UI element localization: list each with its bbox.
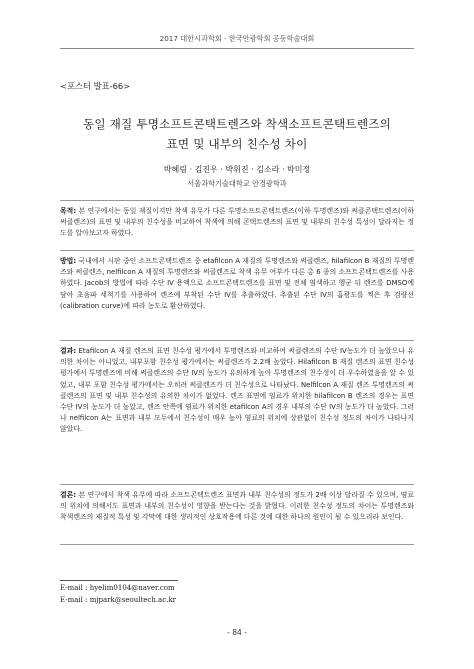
email-line: E-mail : hyelim0104@naver.com <box>60 584 175 592</box>
section-divider <box>60 484 414 485</box>
section-text: 국내에서 시판 중인 소프트콘택트렌즈 중 etafilcon A 재질의 투명렌즈와 써클렌즈, hilafilcon B 재질의 투명렌즈와 써클렌즈, nelfilcon A 재질의 투명렌즈와 써클렌즈로 착색 유무 여부가 다른 총 6 종의 소프트콘택트렌즈를 사용하였다. Jacob의 방법에 따라 수단 IV 용액으로 소프트콘택트렌즈를 표면 및 전체 염색하고 헹군 뒤 렌즈를 DMSO에 담아 초음파 세척기를 사용하여 렌즈에 부착된 수단 IV를 추출하였다. 추출된 수단 IV의 흡광도를 찍은 후 검량선(calibration curve)에 따라 농도로 환산하였다. <box>60 257 414 310</box>
section-divider <box>60 250 414 251</box>
footnote-divider <box>60 580 178 581</box>
affiliation: 서울과학기술대학교 안경광학과 <box>187 179 287 188</box>
author-list: 박혜림 · 김진우 · 박휘진 · 김소라 · 박미정 <box>163 165 311 174</box>
conference-header: 2017 대한시과학회 · 한국안광학회 공동학술대회 <box>159 34 315 43</box>
section-label: 결론: <box>60 491 77 499</box>
section-text: 본 연구에서 착색 유무에 따라 소프트콘택트렌즈 표면과 내부 친수성의 정도가 2배 이상 달라질 수 있으며, 염료의 위치에 의해서도 표면과 내부의 친수성이 영향을 받는다는 것을 밝혔다. 이러한 친수성 정도의 차이는 투명렌즈와 착색렌즈의 재질적 특성 및 각막에 대한 생리적인 상호작용에 다른 것에 대한 하나의 원인이 될 수 있으리라 보인다. <box>60 491 414 522</box>
poster-tag: <포스터 발표-66> <box>60 81 131 91</box>
section-conclusion <box>60 490 414 524</box>
section-results <box>60 346 414 436</box>
paper-title <box>60 114 414 154</box>
section-text: Etafilcon A 재질 렌즈의 표면 친수성 평가에서 투명렌즈와 비교하여 써클렌즈의 수단 IV농도가 더 높았으나 유의한 차이는 아니었고, 내부포함 친수성 평가에서는 써클렌즈가 2.2배 높았다. Hilafilcon B 재질 렌즈의 표면 친수성 평가에서 투명렌즈에 비해 써클렌즈의 수단 IV의 농도가 유의하게 높아 투명렌즈의 친수성이 더 우수하였음을 알 수 있었고, 내부 포함 친수성 평가에서는 오히려 써클렌즈가 더 친수성으로 나타났다. Nelfilcon A 재질 렌즈 투명렌즈의 써클렌즈의 표면 및 내부 친수성의 유의한 차이가 없었다. 렌즈 표면에 염료가 위치한 hilafilcon B 렌즈의 경우는 표면 수단 IV의 농도가 더 높았고, 렌즈 안쪽에 염료가 위치한 etafilcon A의 경우 내부의 수단 IV의 농도가 더 높았다. 그러나 nelfilcon A는 표면과 내부 모두에서 친수성이 매우 높아 염료의 위치에 상관없이 친수성 정도의 차이가 나타나지 않았다. <box>60 347 414 434</box>
section-label: 방법: <box>60 257 77 265</box>
section-label: 결과: <box>60 347 77 355</box>
header-divider <box>60 48 414 49</box>
section-text: 본 연구에서는 동일 재질이지만 착색 유무가 다른 투명소프트콘택트렌즈(이하 투명렌즈)와 써클콘택트렌즈(이하 써클렌즈)의 표면 및 내부의 친수성을 비교하여 착색에 의해 콘택트렌즈의 표면 및 내부의 친수성 특성이 달라지는 정도를 알아보고자 하였다. <box>60 207 414 238</box>
title-line-2: 표면 및 내부의 친수성 차이 <box>166 137 308 151</box>
section-divider <box>60 544 414 545</box>
section-method <box>60 256 414 312</box>
page-number: - 84 - <box>227 628 247 637</box>
section-divider <box>60 200 414 201</box>
section-divider <box>60 340 414 341</box>
title-line-1: 동일 재질 투명소프트콘택트렌즈와 착색소프트콘택트렌즈의 <box>82 117 392 131</box>
section-purpose <box>60 206 414 240</box>
email-line: E-mail : mjpark@seoultech.ac.kr <box>60 596 176 604</box>
section-label: 목적: <box>60 207 77 215</box>
